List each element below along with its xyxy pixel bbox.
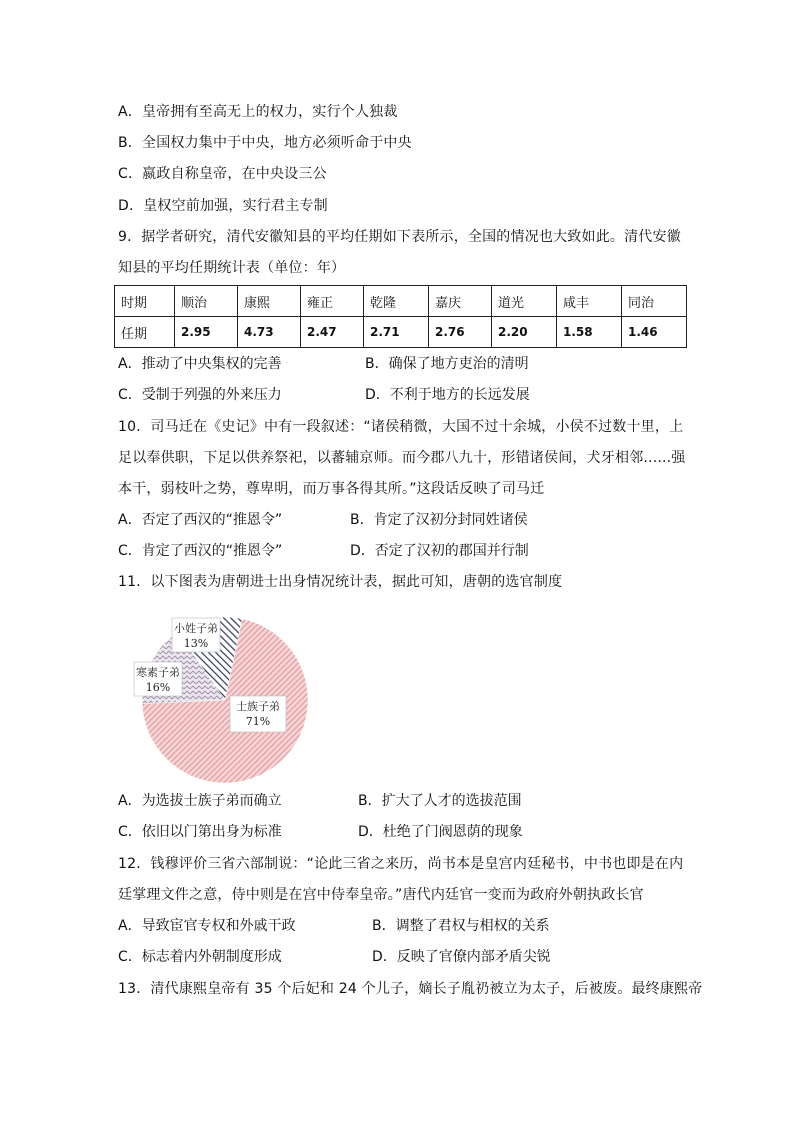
q11-option-d: D．杜绝了门阀恩荫的现象 — [358, 824, 523, 840]
q9-option-b: B．确保了地方吏治的清明 — [365, 356, 529, 372]
q11-option-b: B．扩大了人才的选拔范围 — [358, 793, 522, 809]
table-row — [115, 317, 687, 348]
table-cell: 道光 — [492, 286, 557, 317]
table-cell: 乾隆 — [364, 286, 429, 317]
table-cell: 2.76 — [429, 317, 492, 348]
slice-category-label: 小姓子弟 — [174, 622, 218, 635]
table-cell: 4.73 — [238, 317, 301, 348]
slice-category-label: 士族子弟 — [236, 700, 280, 713]
q8-option-a: A．皇帝拥有至高无上的权力，实行个人独裁 — [118, 104, 398, 120]
slice-value-label: 13% — [183, 637, 209, 650]
pie-chart — [130, 610, 320, 785]
q10-option-c: C．肯定了西汉的“推恩令” — [118, 543, 283, 559]
q12-option-d: D．反映了官僚内部矛盾尖锐 — [372, 949, 551, 965]
slice-value-label: 16% — [145, 681, 171, 694]
table-cell: 2.95 — [175, 317, 238, 348]
table-cell: 时期 — [115, 286, 175, 317]
slice-value-label: 71% — [245, 715, 271, 728]
q10-option-a: A．否定了西汉的“推恩令” — [118, 512, 283, 528]
slice-category-label: 寒素子弟 — [136, 666, 180, 679]
table-cell: 2.47 — [301, 317, 364, 348]
q11-option-c: C．依旧以门第出身为标准 — [118, 824, 282, 840]
table-cell: 2.71 — [364, 317, 429, 348]
q10-stem-line2: 足以奉供职，下足以供养祭祀，以蕃辅京师。而今郡八九十，形错诸侯间，犬牙相邻......强 — [118, 450, 686, 466]
table-header-row — [115, 286, 687, 317]
table-cell: 任期 — [115, 317, 175, 348]
table-cell: 嘉庆 — [429, 286, 492, 317]
q10-option-d: D．否定了汉初的郡国并行制 — [350, 543, 529, 559]
table-cell: 雍正 — [301, 286, 364, 317]
q11-stem: 11．以下图表为唐朝进士出身情况统计表，据此可知，唐朝的选官制度 — [118, 574, 563, 590]
table-cell: 1.58 — [557, 317, 622, 348]
q9-option-a: A．推动了中央集权的完善 — [118, 356, 282, 372]
q12-stem-line1: 12．钱穆评价三省六部制说：“论此三省之来历，尚书本是皇宫内廷秘书，中书也即是在内 — [118, 856, 684, 872]
q12-option-c: C．标志着内外朝制度形成 — [118, 949, 282, 965]
table-cell: 2.20 — [492, 317, 557, 348]
q9-option-c: C．受制于列强的外来压力 — [118, 387, 282, 403]
q9-stem-line2: 知县的平均任期统计表（单位：年） — [118, 260, 346, 276]
q8-option-b: B．全国权力集中于中央，地方必须听命于中央 — [118, 135, 412, 151]
table-cell: 康熙 — [238, 286, 301, 317]
q9-option-d: D．不利于地方的长远发展 — [365, 387, 530, 403]
q11-option-a: A．为选拔士族子弟而确立 — [118, 793, 282, 809]
table-cell: 同治 — [622, 286, 687, 317]
q12-option-a: A．导致宦官专权和外戚干政 — [118, 918, 296, 934]
table-cell: 1.46 — [622, 317, 687, 348]
q9-stem-line1: 9．据学者研究，清代安徽知县的平均任期如下表所示，全国的情况也大致如此。清代安徽 — [118, 229, 681, 245]
q13-stem-line1: 13．清代康熙皇帝有 35 个后妃和 24 个儿子，嫡长子胤礽被立为太子，后被废。最终康熙帝 — [118, 981, 703, 997]
tenure-table — [114, 285, 687, 348]
q10-option-b: B．肯定了汉初分封同姓诸侯 — [350, 512, 528, 528]
q8-option-c: C．嬴政自称皇帝，在中央设三公 — [118, 166, 327, 182]
table-cell: 顺治 — [175, 286, 238, 317]
table-cell: 咸丰 — [557, 286, 622, 317]
q10-stem-line3: 本干，弱枝叶之势，尊卑明，而万事各得其所。”这段话反映了司马迁 — [118, 481, 545, 497]
q8-option-d: D．皇权空前加强，实行君主专制 — [118, 198, 328, 214]
q12-stem-line2: 廷掌理文件之意，侍中则是在宫中侍奉皇帝。”唐代内廷官一变而为政府外朝执政长官 — [118, 887, 644, 903]
q12-option-b: B．调整了君权与相权的关系 — [372, 918, 550, 934]
q10-stem-line1: 10．司马迁在《史记》中有一段叙述：“诸侯稍微，大国不过十余城，小侯不过数十里，上 — [118, 419, 684, 435]
